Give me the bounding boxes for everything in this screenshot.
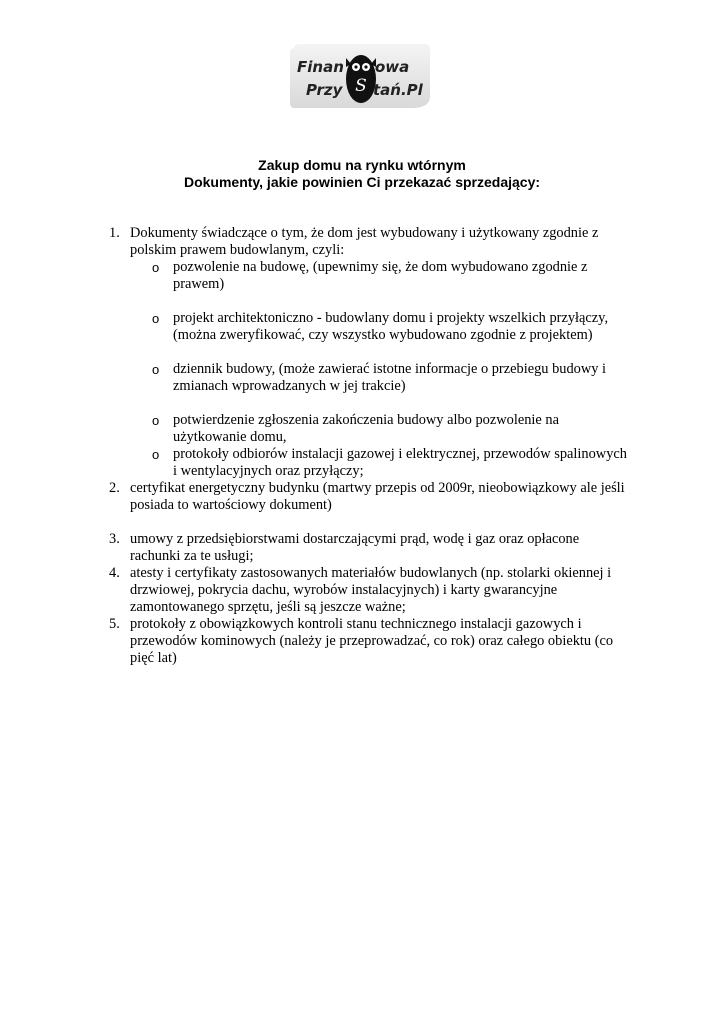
logo-text-1b: owa <box>375 58 410 76</box>
logo-text-1a: Finan <box>297 58 344 76</box>
list-item-2-line-1: certyfikat energetyczny budynku (martwy przepis od 2009r, nieobowiązkowy ale jeśli <box>130 480 625 496</box>
sub-item-2-line-1: projekt architektoniczno - budowlany domu i projekty wszelkich przyłączy, <box>173 310 609 326</box>
list-item-2-line-2: posiada to wartościowy dokument) <box>130 497 332 513</box>
document-subtitle: Dokumenty, jakie powinien Ci przekazać sprzedający: <box>183 174 541 190</box>
sub-item-5-line-1: protokoły odbiorów instalacji gazowej i elektrycznej, przewodów spalinowych <box>173 446 627 462</box>
title-block <box>0 157 724 191</box>
sub-item-3-line-1: dziennik budowy, (może zawierać istotne informacje o przebiegu budowy i <box>173 361 607 377</box>
owl-logo-icon <box>288 42 432 110</box>
list-item-4-line-2: drzwiowej, pokrycia dachu, wyrobów instalacyjnych) i karty gwarancyjne <box>130 582 558 598</box>
list-item-1-line-2: polskim prawem budowlanym, czyli: <box>130 242 345 258</box>
logo-text-2a: Przy <box>306 81 343 99</box>
logo-text-2b: tań.Pl <box>373 81 423 99</box>
sub-item-1-line-1: pozwolenie na budowę, (upewnimy się, że dom wybudowano zgodnie z <box>173 259 588 275</box>
sub-item-1-line-2: prawem) <box>173 276 225 292</box>
sub-item-5-line-2: i wentylacyjnych oraz przyłączy; <box>173 463 364 479</box>
list-item-4-line-1: atesty i certyfikaty zastosowanych materiałów budowlanych (np. stolarki okiennej i <box>130 565 612 581</box>
document-title: Zakup domu na rynku wtórnym <box>258 157 466 173</box>
list-number-1: 1. <box>109 225 120 241</box>
sub-item-3-line-2: zmianach wprowadzanych w jej trakcie) <box>173 378 406 394</box>
list-item-5-line-2: przewodów kominowych (należy je przeprowadzać, co rok) oraz całego obiektu (co <box>130 633 614 649</box>
list-number-2: 2. <box>109 480 120 496</box>
sub-bullet-5: o <box>152 447 160 462</box>
list-number-5: 5. <box>109 616 120 632</box>
sub-bullet-3: o <box>152 362 160 377</box>
sub-bullet-4: o <box>152 413 160 428</box>
list-item-1-line-1: Dokumenty świadczące o tym, że dom jest wybudowany i użytkowany zgodnie z <box>130 225 599 241</box>
sub-bullet-1: o <box>152 260 160 275</box>
list-item-5-line-1: protokoły z obowiązkowych kontroli stanu technicznego instalacji gazowych i <box>130 616 582 632</box>
logo-monogram: S <box>355 76 367 96</box>
sub-item-4-line-1: potwierdzenie zgłoszenia zakończenia budowy albo pozwolenie na <box>173 412 559 428</box>
list-item-3-line-2: rachunki za te usługi; <box>130 548 254 564</box>
sub-item-4-line-2: użytkowanie domu, <box>173 429 287 445</box>
list-item-4-line-3: zamontowanego sprzętu, jeśli są jeszcze ważne; <box>130 599 406 615</box>
sub-item-2-line-2: (można zweryfikować, czy wszystko wybudowano zgodnie z projektem) <box>173 327 593 343</box>
list-item-5-line-3: pięć lat) <box>130 650 177 666</box>
list-number-4: 4. <box>109 565 120 581</box>
sub-bullet-2: o <box>152 311 160 326</box>
logo <box>288 42 432 110</box>
list-item-3-line-1: umowy z przedsiębiorstwami dostarczającymi prąd, wodę i gaz oraz opłacone <box>130 531 580 547</box>
list-number-3: 3. <box>109 531 120 547</box>
